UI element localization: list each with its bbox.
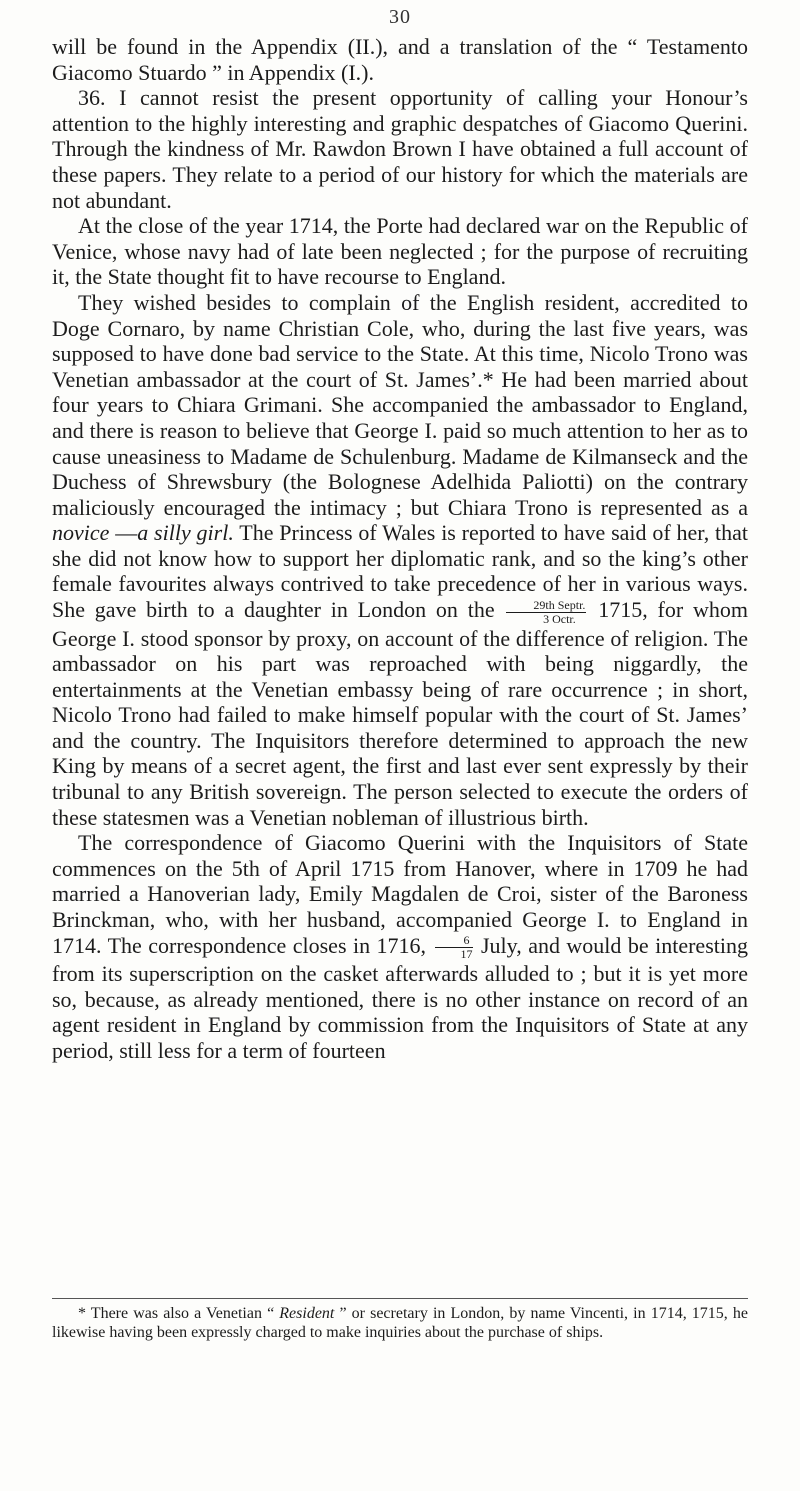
page-number: 30 bbox=[389, 6, 411, 28]
footnote-divider bbox=[52, 1298, 748, 1299]
paragraph-appendix-note: will be found in the Appendix (II.), and a translation of the “ Testamento Giacomo Stuardo ” in Appendix (I.). bbox=[52, 34, 748, 85]
date-fraction bbox=[435, 934, 473, 961]
body-text bbox=[52, 34, 748, 1063]
text-span: They wished besides to complain of the English resident, accredited to Doge Cornaro, by name Christian Cole, who, during the last five years, was supposed to have done bad service to the State. At this time, Nicolo Trono was Venetian ambassador at the court of St. James’.* He had been married about four years to Chiara Grimani. She accompanied the ambassador to England, and there is reason to believe that George I. paid so much attention to her as to cause uneasiness to Madame de Schulenburg. Madame de Kilmanseck and the Duchess of Shrewsbury (the Bolognese Adelhida Paliotti) on the contrary maliciously encouraged the intimacy ; but Chiara Trono is represented as a bbox=[52, 289, 748, 520]
paragraph-querini-correspondence bbox=[52, 830, 748, 1063]
text-span: The Princess of Wales is reported to have said of her, that she did not know how to support her diplomatic rank, and so the king’s other female favourites always contrived to take precedence of her in various ways. She gave birth to a daughter in London on the bbox=[52, 520, 749, 623]
paragraph-war-1714: At the close of the year 1714, the Porte had declared war on the Republic of Venice, whose navy had of late been neglected ; for the purpose of recruiting it, the State thought fit to have recourse to England. bbox=[52, 213, 748, 290]
italic-silly-girl: a silly girl. bbox=[137, 520, 234, 546]
paragraph-section-36: 36. I cannot resist the present opportunity of calling your Honour’s attention to the highly interesting and graphic despatches of Giacomo Querini. Through the kindness of Mr. Rawdon Brown I have obtained a full account of these papers. They relate to a period of our history for which the materials are not abundant. bbox=[52, 85, 748, 213]
text-span: * There was also a Venetian “ bbox=[78, 1305, 280, 1322]
text-span: — bbox=[109, 520, 138, 546]
italic-novice: novice bbox=[52, 520, 110, 546]
footnote bbox=[52, 1304, 748, 1342]
text-span: 1715, for whom George I. stood sponsor by proxy, on account of the difference of religion. The ambassador on his part was reproached with being niggardly, the entertainments at the Venetian embassy being of rare occurrence ; in short, Nicolo Trono had failed to make himself popular with the court of St. James’ and the country. The Inquisitors therefore determined to approach the new King by means of a secret agent, the first and last ever sent expressly by their tribunal to any British sovereign. The person selected to execute the orders of these statesmen was a Venetian nobleman of illustrious birth. bbox=[52, 597, 748, 830]
paragraph-trono-embassy bbox=[52, 290, 748, 830]
date-new-style: 3 Octr. bbox=[543, 611, 576, 626]
text-span: The correspondence of Giacomo Querini with the Inquisitors of State commences on the 5th of April 1715 from Hanover, where in 1709 he had married a Hanoverian lady, Emily Magdalen de Croi, sister of the Baroness Brinckman, who, with her husband, accompanied George I. to England in 1714. The correspondence closes in 1716, bbox=[52, 830, 748, 958]
text-span: July, and would be interesting from its superscription on the casket afterwards alluded to ; but it is yet more so, because, as already mentioned, there is no other instance on record of an agent resident in England by commission from the Inquisitors of State at any period, still less for a term of fourteen bbox=[52, 932, 748, 1063]
date-old-style: 29th Septr. bbox=[506, 599, 586, 613]
fraction-numerator: 6 bbox=[435, 934, 473, 948]
date-fraction bbox=[506, 599, 586, 626]
italic-resident: Resident bbox=[279, 1305, 335, 1322]
text-span: ” or secretary in London, by name Vincenti, in 1714, 1715, he likewise having been expressly charged to make inquiries about the purchase of ships. bbox=[52, 1305, 749, 1341]
fraction-denominator: 17 bbox=[460, 947, 473, 962]
